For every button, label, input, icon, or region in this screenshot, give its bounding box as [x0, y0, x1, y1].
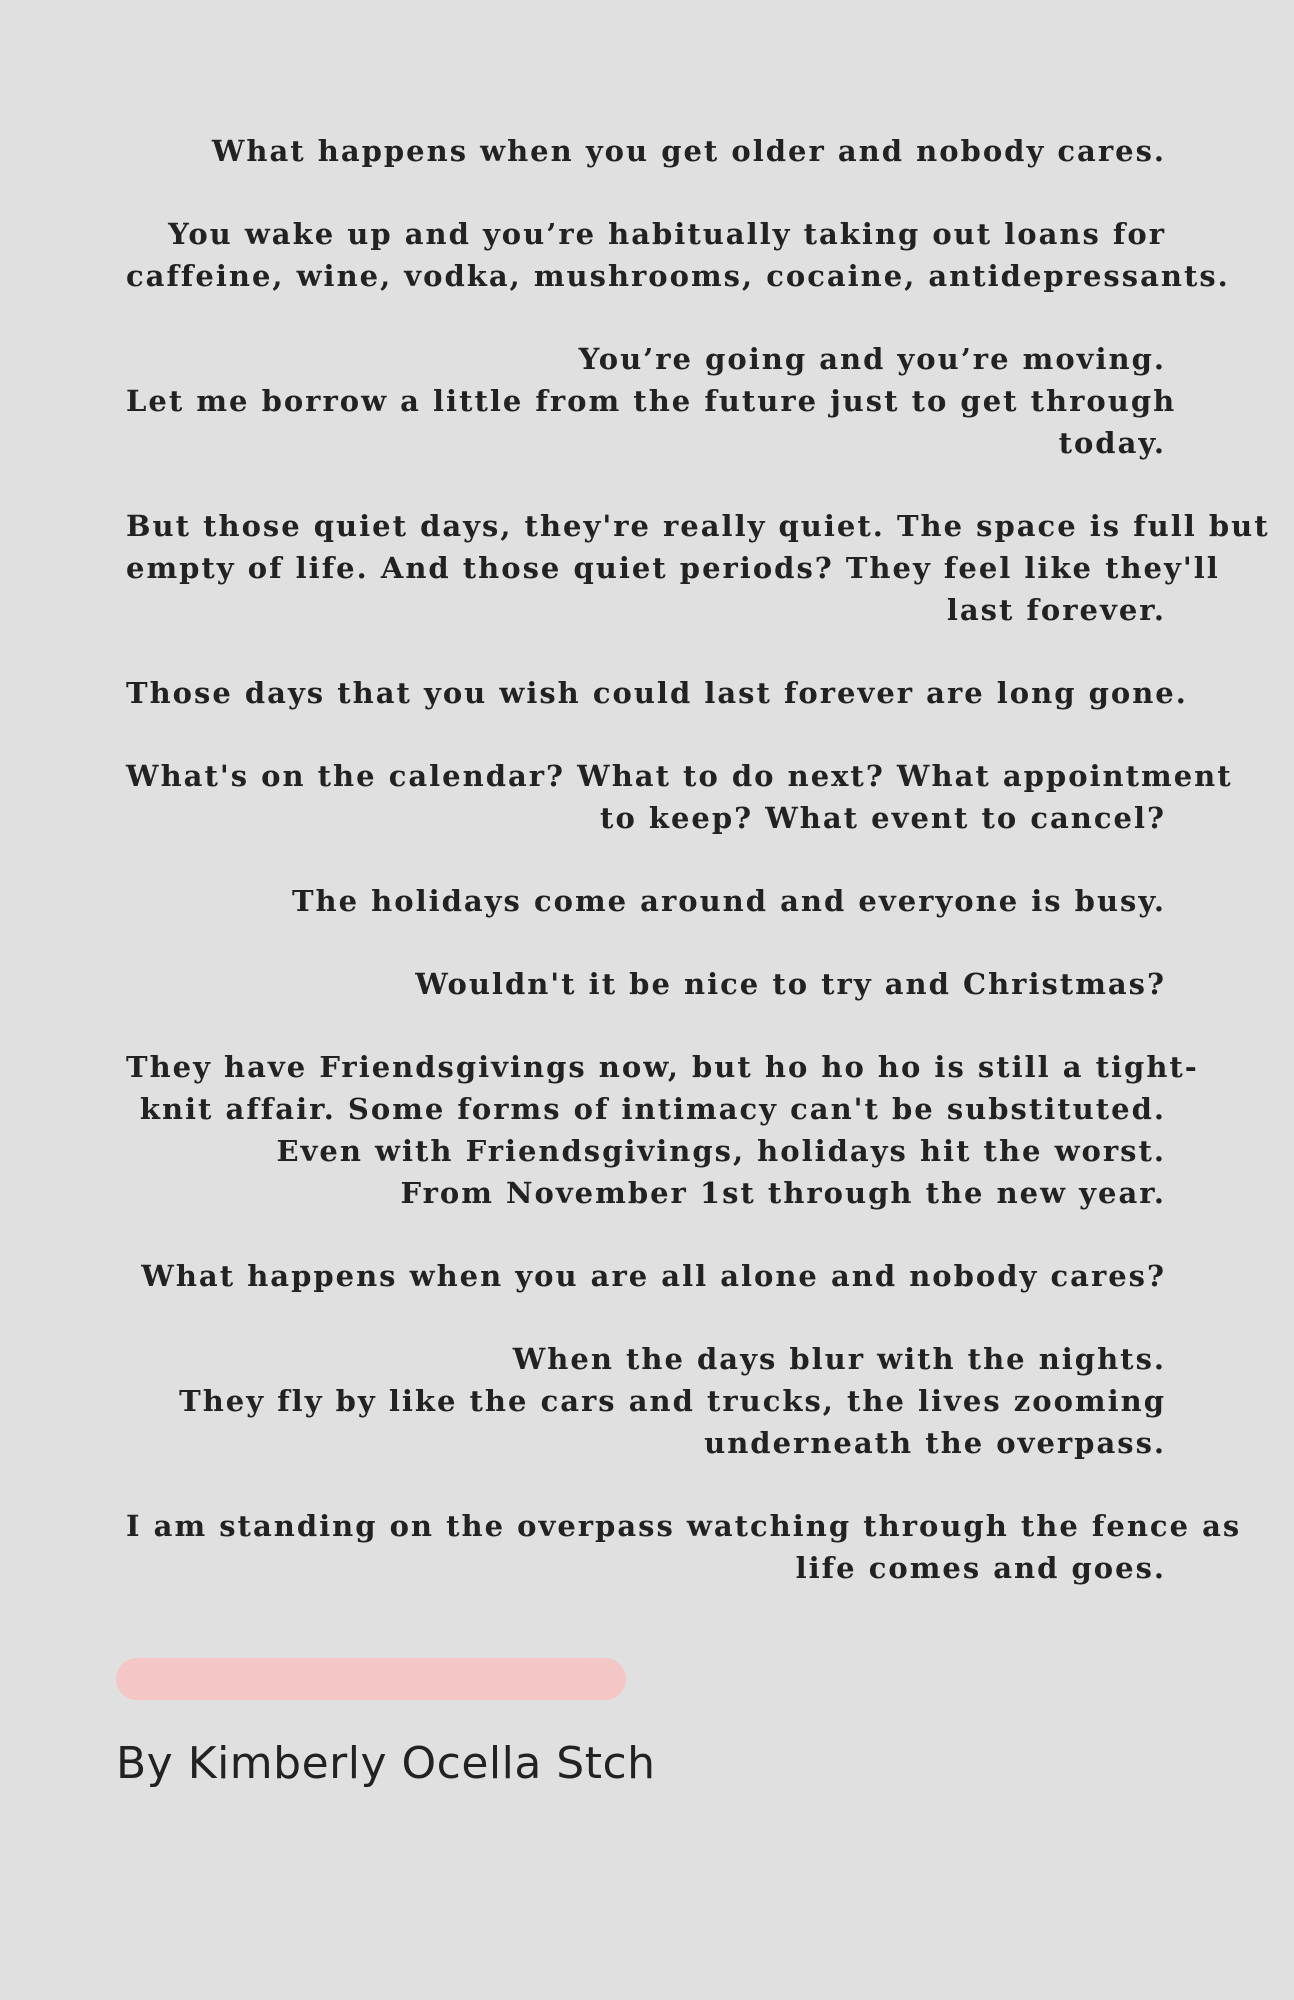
poem-line: life comes and goes.: [795, 1551, 1166, 1585]
poem-line: The holidays come around and everyone is busy.: [291, 884, 1166, 918]
poem-line: to keep? What event to cancel?: [600, 801, 1166, 835]
poem-line: knit affair. Some forms of intimacy can't be substituted.: [139, 1092, 1166, 1126]
poem-line: They have Friendsgivings now, but ho ho ho is still a tight-: [126, 1050, 1199, 1084]
stanza-9: [126, 1046, 1199, 1214]
stanza-12: [126, 1505, 1242, 1589]
poem-line: You’re going and you’re moving.: [578, 342, 1166, 376]
stanza-1: [126, 130, 1166, 172]
poem-line: Those days that you wish could last forever are long gone.: [126, 676, 1188, 710]
poem-line: Let me borrow a little from the future just to get through: [126, 384, 1177, 418]
poem-line: You wake up and you’re habitually taking out loans for: [168, 217, 1166, 251]
stanza-10: [126, 1255, 1166, 1297]
poem-line: Even with Friendsgivings, holidays hit the worst.: [276, 1134, 1166, 1168]
stanza-7: [126, 880, 1166, 922]
poem-line: When the days blur with the nights.: [512, 1342, 1166, 1376]
poem-line: empty of life. And those quiet periods? They feel like they'll: [126, 551, 1220, 585]
stanza-3: [126, 338, 1177, 464]
stanza-2: [126, 213, 1230, 297]
poem-line: What happens when you are all alone and nobody cares?: [141, 1259, 1166, 1293]
poem-line: I am standing on the overpass watching through the fence as: [126, 1509, 1242, 1543]
poem-line: today.: [1058, 426, 1166, 460]
poem-line: From November 1st through the new year.: [400, 1176, 1166, 1210]
stanza-4: [126, 505, 1270, 631]
decorative-highlight-bar: [116, 1658, 626, 1700]
poem-line: They fly by like the cars and trucks, the lives zooming: [179, 1384, 1166, 1418]
poem-line: underneath the overpass.: [704, 1426, 1166, 1460]
poem-line: What's on the calendar? What to do next? What appointment: [126, 759, 1233, 793]
stanza-8: [126, 963, 1166, 1005]
stanza-5: [126, 672, 1188, 714]
poem-line: What happens when you get older and nobody cares.: [211, 134, 1166, 168]
stanza-6: [126, 755, 1233, 839]
author-byline: By Kimberly Ocella Stch: [116, 1738, 656, 1789]
poem-line: caffeine, wine, vodka, mushrooms, cocaine, antidepressants.: [126, 259, 1230, 293]
poem-line: Wouldn't it be nice to try and Christmas?: [415, 967, 1166, 1001]
stanza-11: [126, 1338, 1166, 1464]
poem-line: last forever.: [946, 593, 1166, 627]
poem-body: [126, 130, 1270, 1630]
poem-line: But those quiet days, they're really quiet. The space is full but: [126, 509, 1270, 543]
